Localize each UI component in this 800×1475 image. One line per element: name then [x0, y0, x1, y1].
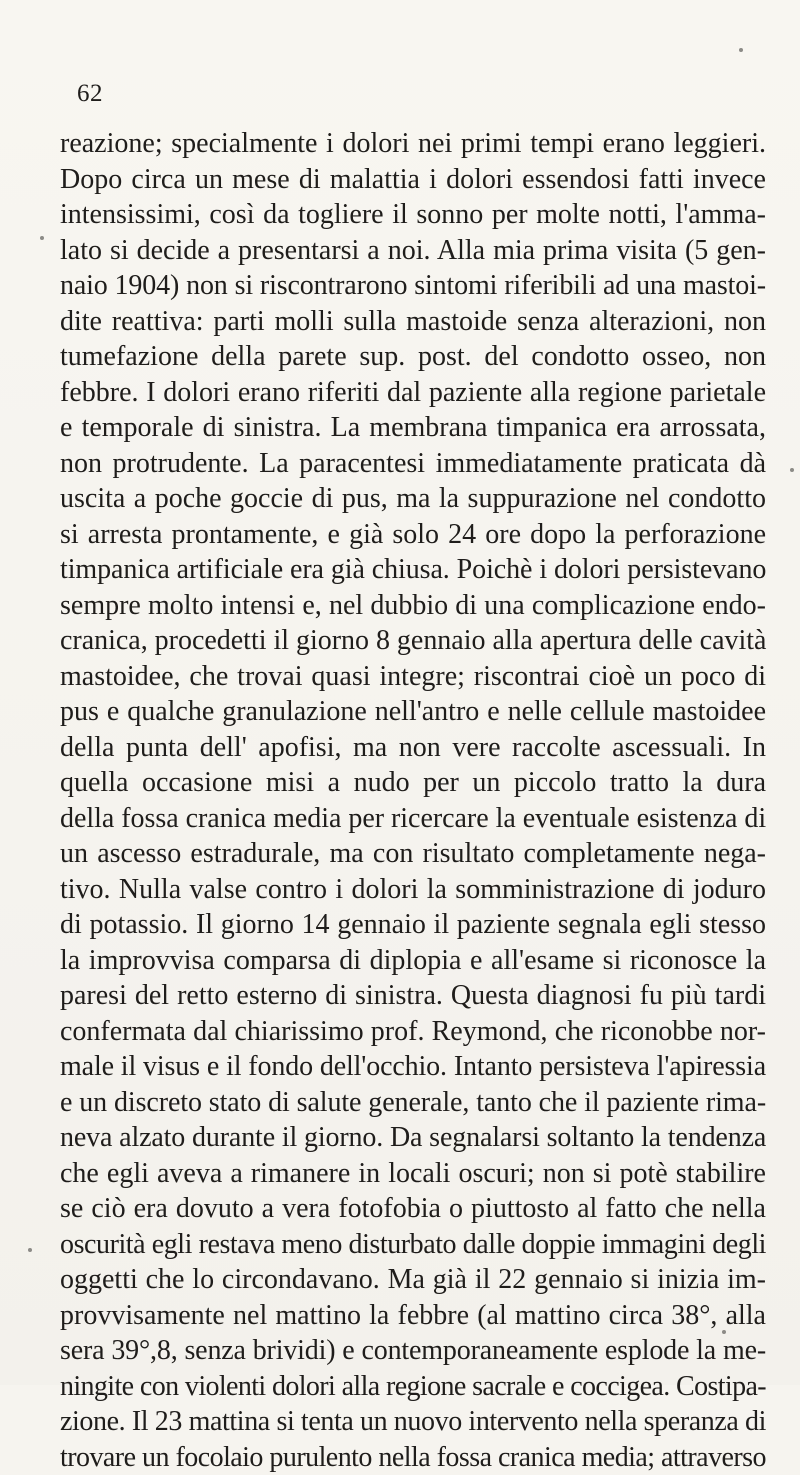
text-line: che egli aveva a rimanere in locali oscuri; non si potè stabilire	[60, 1156, 766, 1192]
text-line: della fossa cranica media per ricercare la eventuale esistenza di	[60, 801, 766, 837]
text-line: quella occasione misi a nudo per un piccolo tratto la dura	[60, 765, 766, 801]
text-line: tivo. Nulla valse contro i dolori la somministrazione di joduro	[60, 872, 766, 908]
text-line: della punta dell' apofisi, ma non vere raccolte ascessuali. In	[60, 730, 766, 766]
text-line: cranica, procedetti il giorno 8 gennaio alla apertura delle cavità	[60, 623, 766, 659]
text-line: provvisamente nel mattino la febbre (al mattino circa 38°, alla	[60, 1298, 766, 1334]
body-text	[60, 126, 766, 1475]
paper-speck	[790, 468, 794, 472]
text-line: di potassio. Il giorno 14 gennaio il paziente segnala egli stesso	[60, 907, 766, 943]
text-line: un ascesso estradurale, ma con risultato completamente nega-	[60, 836, 766, 872]
text-line: sempre molto intensi e, nel dubbio di una complicazione endo-	[60, 588, 766, 624]
text-line: uscita a poche goccie di pus, ma la suppurazione nel condotto	[60, 481, 766, 517]
text-line: timpanica artificiale era già chiusa. Poichè i dolori persistevano	[60, 552, 766, 588]
text-line: oggetti che lo circondavano. Ma già il 22 gennaio si inizia im-	[60, 1262, 766, 1298]
text-line: ningite con violenti dolori alla regione sacrale e coccigea. Costipa-	[60, 1369, 766, 1405]
text-line: e temporale di sinistra. La membrana timpanica era arrossata,	[60, 410, 766, 446]
text-line: non protrudente. La paracentesi immediatamente praticata dà	[60, 446, 766, 482]
text-line: dite reattiva: parti molli sulla mastoide senza alterazioni, non	[60, 304, 766, 340]
text-line: Dopo circa un mese di malattia i dolori essendosi fatti invece	[60, 162, 766, 198]
text-line: oscurità egli restava meno disturbato dalle doppie immagini degli	[60, 1227, 766, 1263]
text-line: confermata dal chiarissimo prof. Reymond, che riconobbe nor-	[60, 1014, 766, 1050]
text-line: la improvvisa comparsa di diplopia e all'esame si riconosce la	[60, 943, 766, 979]
text-line: tumefazione della parete sup. post. del condotto osseo, non	[60, 339, 766, 375]
text-line: se ciò era dovuto a vera fotofobia o piuttosto al fatto che nella	[60, 1191, 766, 1227]
text-line: lato si decide a presentarsi a noi. Alla mia prima visita (5 gen-	[60, 233, 766, 269]
text-line: trovare un focolaio purulento nella fossa cranica media; attraverso	[60, 1440, 766, 1475]
text-line: mastoidee, che trovai quasi integre; riscontrai cioè un poco di	[60, 659, 766, 695]
paper-speck	[739, 48, 743, 52]
paper-speck	[28, 1248, 32, 1252]
text-line: intensissimi, così da togliere il sonno per molte notti, l'amma-	[60, 197, 766, 233]
text-line: male il visus e il fondo dell'occhio. Intanto persisteva l'apiressia	[60, 1049, 766, 1085]
text-line: paresi del retto esterno di sinistra. Questa diagnosi fu più tardi	[60, 978, 766, 1014]
paper-speck	[40, 236, 44, 240]
text-line: febbre. I dolori erano riferiti dal paziente alla regione parietale	[60, 375, 766, 411]
text-line: neva alzato durante il giorno. Da segnalarsi soltanto la tendenza	[60, 1120, 766, 1156]
paper-speck	[722, 1330, 726, 1334]
text-line: sera 39°,8, senza brividi) e contemporaneamente esplode la me-	[60, 1333, 766, 1369]
text-line: reazione; specialmente i dolori nei primi tempi erano leggieri.	[60, 126, 766, 162]
text-line: pus e qualche granulazione nell'antro e nelle cellule mastoidee	[60, 694, 766, 730]
page-number: 62	[77, 80, 103, 108]
text-line: naio 1904) non si riscontrarono sintomi riferibili ad una mastoi-	[60, 268, 766, 304]
text-line: si arresta prontamente, e già solo 24 ore dopo la perforazione	[60, 517, 766, 553]
text-line: zione. Il 23 mattina si tenta un nuovo intervento nella speranza di	[60, 1404, 766, 1440]
text-line: e un discreto stato di salute generale, tanto che il paziente rima-	[60, 1085, 766, 1121]
